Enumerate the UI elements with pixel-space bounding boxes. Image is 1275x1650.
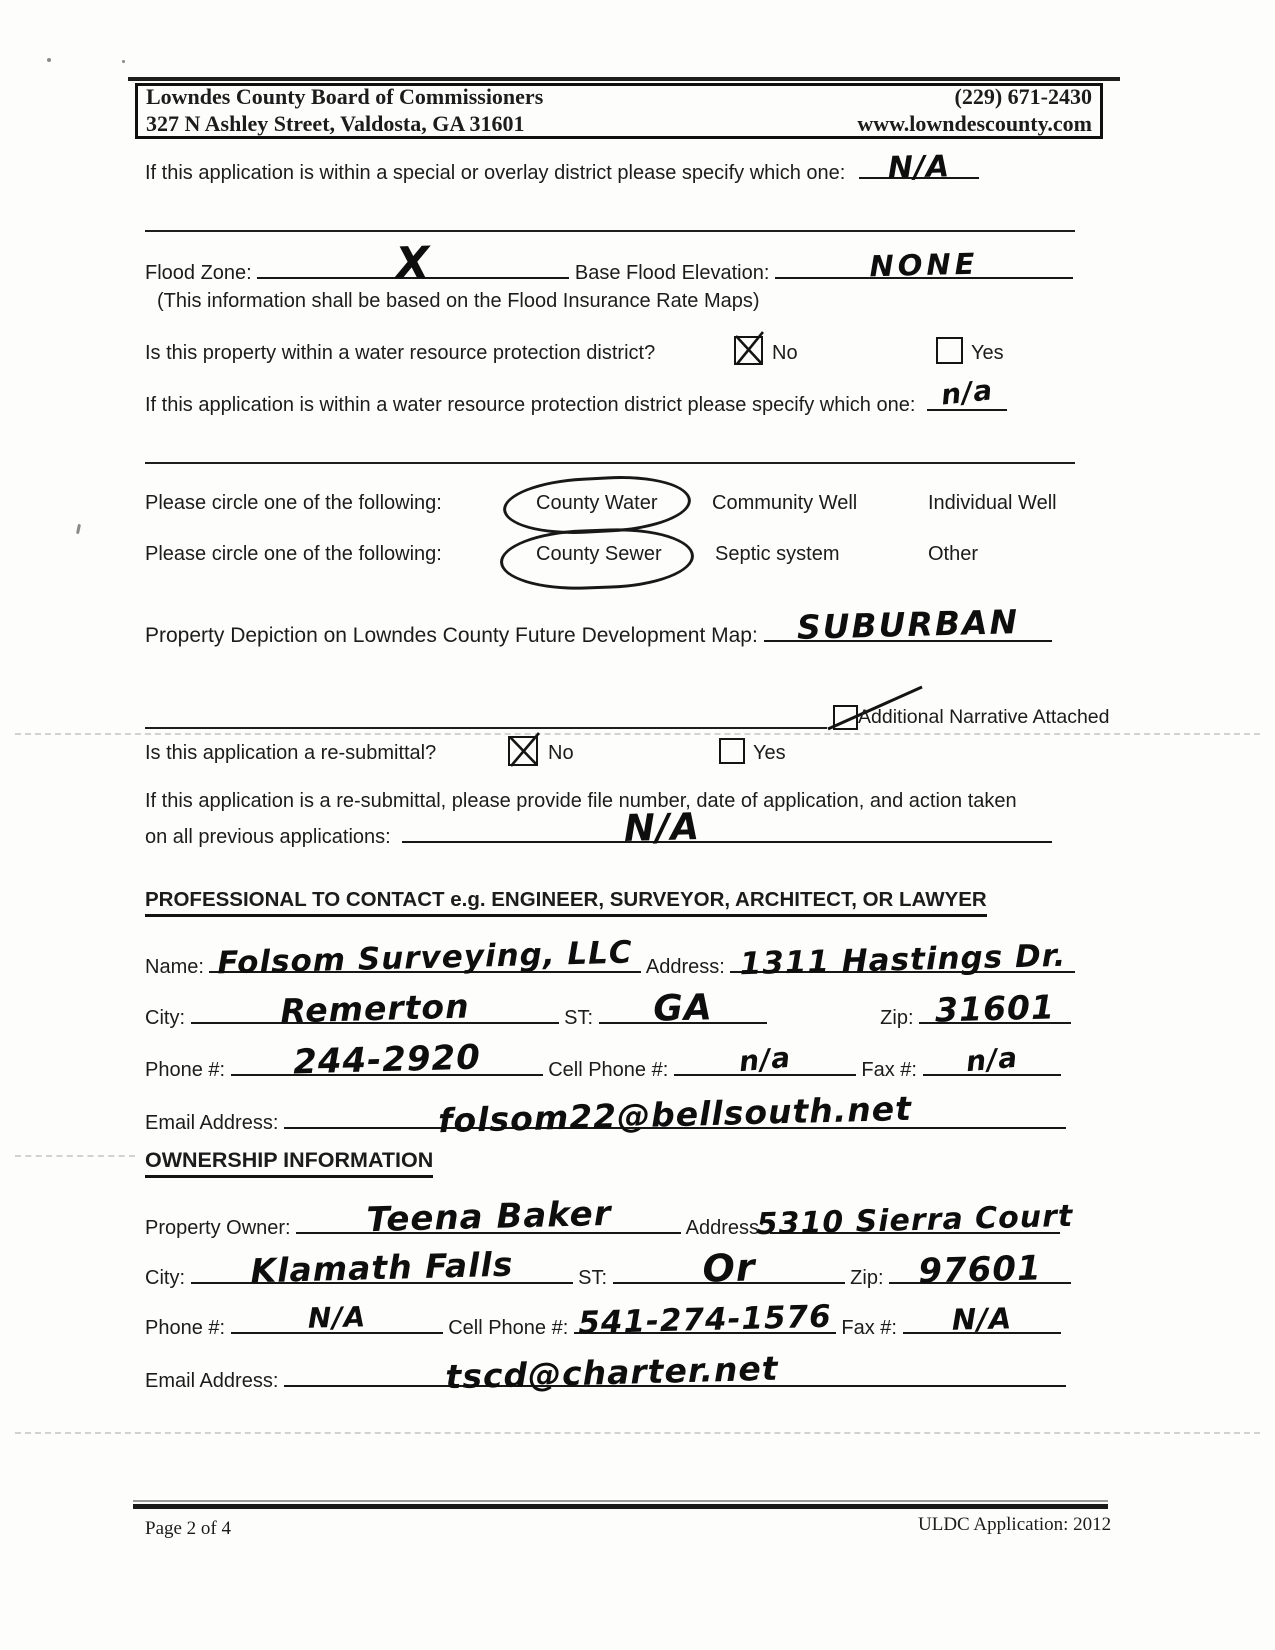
resubmittal-detail-line2: on all previous applications: bbox=[145, 826, 391, 848]
footer-page-number: Page 2 of 4 bbox=[145, 1518, 232, 1539]
scan-speck bbox=[76, 524, 81, 534]
owner-address-field bbox=[756, 1198, 1074, 1243]
header-box bbox=[135, 83, 1103, 139]
owner-name-field bbox=[296, 1193, 681, 1241]
owner-city-row bbox=[145, 1244, 1071, 1292]
owner-fax-value: N/A bbox=[950, 1301, 1013, 1337]
owner-st-value: Or bbox=[701, 1245, 756, 1291]
flood-zone-row bbox=[145, 237, 1073, 290]
overlay-district-field bbox=[859, 149, 979, 186]
section-divider bbox=[145, 230, 1075, 232]
resubmittal-question: Is this application a re-submittal? bbox=[145, 742, 437, 764]
x-mark bbox=[732, 330, 768, 368]
professional-cell-field bbox=[674, 1040, 856, 1079]
footer-rule-thick bbox=[133, 1504, 1108, 1509]
professional-st-value: GA bbox=[652, 987, 713, 1030]
owner-email-row bbox=[145, 1348, 1066, 1397]
owner-cell-field bbox=[574, 1298, 836, 1342]
owner-zip-field bbox=[889, 1248, 1071, 1292]
resubmittal-detail-line1: If this application is a re-submittal, please provide file number, date of application, and action taken bbox=[145, 790, 1017, 812]
flood-zone-value: X bbox=[395, 237, 432, 290]
water-district-yes-checkbox bbox=[936, 337, 963, 364]
professional-email-value: folsom22@bellsouth.net bbox=[437, 1088, 913, 1141]
scan-speck bbox=[122, 60, 125, 63]
sewer-option-septic-system: Septic system bbox=[715, 543, 840, 565]
professional-city-row bbox=[145, 986, 1071, 1031]
section-divider bbox=[145, 462, 1075, 464]
scan-artifact-line bbox=[15, 733, 1260, 735]
sewer-label: Please circle one of the following: bbox=[145, 543, 442, 565]
org-name: Lowndes County Board of Commissioners bbox=[146, 84, 544, 110]
property-owner-label: Property Owner: bbox=[145, 1217, 291, 1239]
owner-row bbox=[145, 1193, 1074, 1243]
water-district-no-label: No bbox=[772, 342, 798, 364]
phone-label: Phone #: bbox=[145, 1317, 226, 1339]
owner-phone-field bbox=[231, 1300, 443, 1335]
professional-zip-field bbox=[919, 987, 1071, 1030]
flood-note: (This information shall be based on the Flood Insurance Rate Maps) bbox=[157, 290, 760, 312]
professional-fax-field bbox=[923, 1040, 1061, 1079]
footer-rule-thin bbox=[133, 1500, 1108, 1502]
water-source-option-individual-well: Individual Well bbox=[928, 492, 1057, 514]
owner-phone-value: N/A bbox=[307, 1300, 367, 1335]
scan-artifact-line bbox=[15, 1155, 135, 1157]
address-label: Address: bbox=[685, 1217, 765, 1239]
future-map-label: Property Depiction on Lowndes County Future Development Map: bbox=[145, 623, 758, 647]
professional-address-value: 1311 Hastings Dr. bbox=[739, 937, 1067, 983]
professional-cell-value: n/a bbox=[737, 1040, 793, 1079]
owner-email-value: tscd@charter.net bbox=[445, 1348, 780, 1397]
professional-phone-field bbox=[231, 1037, 543, 1083]
overlay-district-row bbox=[145, 149, 979, 186]
water-source-label: Please circle one of the following: bbox=[145, 492, 442, 514]
future-map-row bbox=[145, 602, 1052, 648]
water-district-no-checkbox bbox=[734, 336, 763, 365]
phone-label: Phone #: bbox=[145, 1059, 226, 1081]
resubmittal-detail-value: N/A bbox=[623, 805, 701, 850]
city-label: City: bbox=[145, 1267, 185, 1289]
professional-phone-value: 244-2920 bbox=[292, 1037, 481, 1083]
professional-phone-row bbox=[145, 1037, 1061, 1083]
water-district-question: Is this property within a water resource protection district? bbox=[145, 342, 656, 364]
resubmittal-detail-line2-row bbox=[145, 805, 1052, 850]
org-website: www.lowndescounty.com bbox=[857, 111, 1092, 136]
overlay-district-value: N/A bbox=[887, 149, 951, 186]
narrative-label: Additional Narrative Attached bbox=[858, 706, 1110, 728]
fax-label: Fax #: bbox=[841, 1317, 897, 1339]
email-label: Email Address: bbox=[145, 1370, 279, 1392]
sewer-option-county-sewer: County Sewer bbox=[536, 543, 662, 565]
zip-label: Zip: bbox=[880, 1007, 914, 1029]
professional-st-field bbox=[599, 987, 767, 1030]
fax-label: Fax #: bbox=[861, 1059, 917, 1081]
resubmittal-yes-label: Yes bbox=[753, 742, 786, 764]
water-district-specify-value: n/a bbox=[939, 373, 995, 412]
professional-city-field bbox=[191, 986, 559, 1031]
resubmittal-yes-checkbox bbox=[719, 738, 745, 764]
name-label: Name: bbox=[145, 956, 204, 978]
city-label: City: bbox=[145, 1007, 185, 1029]
water-source-option-community-well: Community Well bbox=[712, 492, 858, 514]
future-map-value: SUBURBAN bbox=[796, 602, 1020, 647]
professional-fax-value: n/a bbox=[964, 1040, 1019, 1079]
header-top-rule bbox=[128, 77, 1120, 81]
owner-cell-value: 541-274-1576 bbox=[577, 1298, 832, 1342]
owner-zip-value: 97601 bbox=[917, 1248, 1043, 1292]
base-flood-elevation-value: NONE bbox=[869, 246, 979, 284]
professional-zip-value: 31601 bbox=[934, 987, 1056, 1030]
water-district-specify-label: If this application is within a water resource protection district please specify which one: bbox=[145, 394, 916, 416]
future-map-field bbox=[764, 602, 1052, 647]
owner-city-value: Klamath Falls bbox=[249, 1244, 514, 1291]
footer-doc-title: ULDC Application: 2012 bbox=[918, 1514, 1112, 1535]
resubmittal-no-checkbox bbox=[508, 736, 538, 766]
base-flood-elevation-label: Base Flood Elevation: bbox=[574, 262, 770, 284]
professional-email-row bbox=[145, 1088, 1066, 1141]
water-district-specify-row bbox=[145, 373, 1007, 417]
professional-name-value: Folsom Surveying, LLC bbox=[217, 934, 634, 982]
org-phone: (229) 671-2430 bbox=[954, 84, 1092, 110]
st-label: ST: bbox=[564, 1007, 594, 1029]
water-source-option-county-water: County Water bbox=[536, 492, 658, 514]
x-mark bbox=[506, 730, 544, 770]
cell-phone-label: Cell Phone #: bbox=[448, 1317, 569, 1339]
email-label: Email Address: bbox=[145, 1112, 279, 1134]
water-district-yes-label: Yes bbox=[971, 342, 1004, 364]
resubmittal-no-label: No bbox=[548, 742, 574, 764]
professional-email-field bbox=[284, 1088, 1066, 1141]
owner-city-field bbox=[191, 1244, 573, 1291]
flood-zone-field bbox=[257, 237, 569, 290]
st-label: ST: bbox=[578, 1267, 608, 1289]
resubmittal-detail-field bbox=[402, 805, 1052, 850]
scan-artifact-line bbox=[15, 1432, 1260, 1434]
ownership-section-title: OWNERSHIP INFORMATION bbox=[145, 1148, 433, 1178]
zip-label: Zip: bbox=[850, 1267, 884, 1289]
professional-section-title: PROFESSIONAL TO CONTACT e.g. ENGINEER, SURVEYOR, ARCHITECT, OR LAWYER bbox=[145, 888, 987, 917]
owner-email-field bbox=[284, 1348, 1066, 1397]
owner-phone-row bbox=[145, 1298, 1061, 1342]
county-sewer-circle-mark bbox=[499, 526, 695, 593]
professional-name-row bbox=[145, 934, 1075, 983]
cell-phone-label: Cell Phone #: bbox=[548, 1059, 669, 1081]
professional-name-field bbox=[209, 934, 641, 982]
org-address: 327 N Ashley Street, Valdosta, GA 31601 bbox=[146, 111, 525, 136]
owner-fax-field bbox=[903, 1301, 1061, 1337]
owner-name-value: Teena Baker bbox=[365, 1193, 612, 1241]
professional-address-field bbox=[730, 937, 1075, 983]
base-flood-elevation-field bbox=[775, 246, 1073, 284]
scan-speck bbox=[47, 58, 51, 62]
flood-zone-label: Flood Zone: bbox=[145, 262, 252, 284]
water-district-specify-field bbox=[927, 373, 1007, 412]
sewer-option-other: Other bbox=[928, 543, 979, 565]
narrative-blank-line bbox=[145, 727, 827, 729]
owner-st-field bbox=[613, 1245, 845, 1291]
professional-city-value: Remerton bbox=[279, 986, 470, 1031]
owner-address-value: 5310 Sierra Court bbox=[756, 1198, 1074, 1243]
overlay-district-label: If this application is within a special or overlay district please specify which one: bbox=[145, 162, 846, 184]
address-label: Address: bbox=[645, 956, 725, 978]
